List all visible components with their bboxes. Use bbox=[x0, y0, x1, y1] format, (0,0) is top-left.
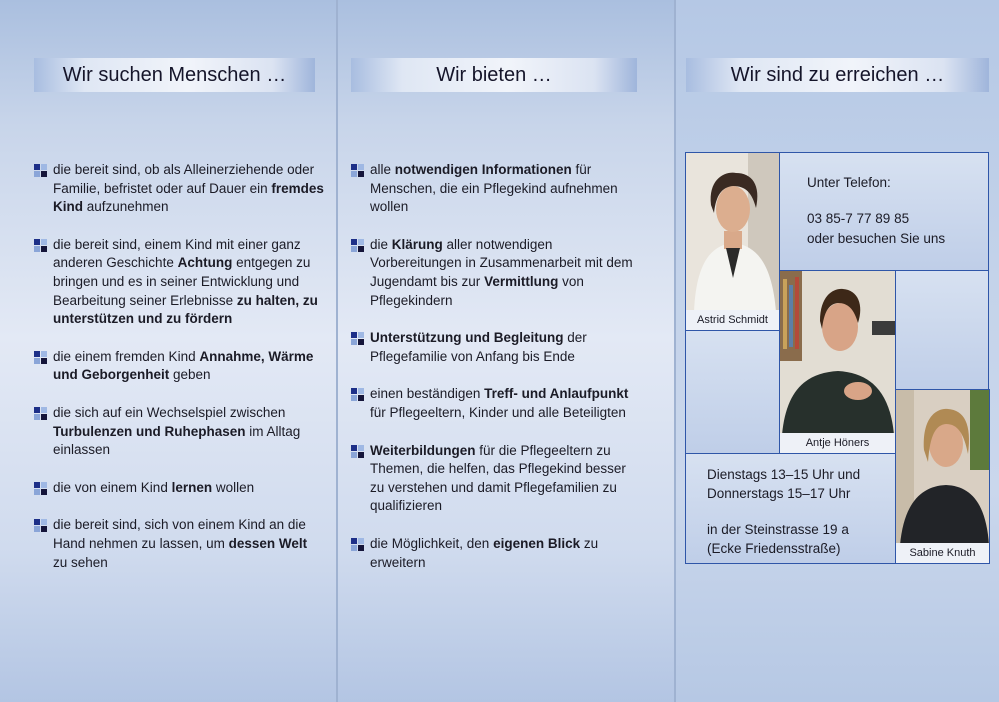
item-text: geben bbox=[169, 367, 211, 383]
item-text: alle bbox=[370, 162, 395, 177]
address-line-2: (Ecke Friedensstraße) bbox=[707, 541, 841, 556]
square-bullet-icon bbox=[34, 482, 47, 495]
list-item bbox=[34, 236, 324, 329]
list-wir-bieten bbox=[351, 161, 641, 572]
phone-number: 03 85-7 77 89 85 bbox=[807, 211, 910, 226]
square-bullet-icon bbox=[34, 164, 47, 177]
item-text: die Möglichkeit, den bbox=[370, 535, 494, 551]
square-bullet-icon bbox=[351, 332, 364, 345]
item-text: aufzunehmen bbox=[83, 199, 169, 215]
emphasis-text: Unterstützung und Begleitung bbox=[370, 330, 564, 346]
panel-kontakt bbox=[676, 0, 999, 702]
photo-astrid-schmidt bbox=[685, 152, 780, 331]
address-line-1: in der Steinstrasse 19 a bbox=[707, 522, 849, 537]
square-bullet-icon bbox=[351, 538, 364, 551]
caption-astrid: Astrid Schmidt bbox=[686, 310, 779, 330]
emphasis-text: notwendigen Informationen bbox=[394, 162, 572, 177]
emphasis-text: Weiterbildungen bbox=[370, 442, 476, 458]
list-item bbox=[351, 535, 641, 572]
list-item bbox=[351, 385, 641, 422]
item-text: von Pflegekindern bbox=[370, 273, 584, 308]
caption-antje: Antje Höners bbox=[780, 433, 895, 453]
item-text: wollen bbox=[212, 479, 255, 495]
item-text: der Pflegefamilie von Anfang bis Ende bbox=[370, 330, 587, 364]
square-bullet-icon bbox=[351, 239, 364, 252]
item-text: für Pflegeeltern, Kinder und alle Beteiligten bbox=[370, 404, 626, 420]
square-bullet-icon bbox=[351, 388, 364, 401]
photo-antje-hoeners bbox=[779, 270, 896, 454]
emphasis-text: Klärung bbox=[391, 236, 443, 252]
item-text: die sich auf ein Wechselspiel zwischen bbox=[53, 404, 286, 420]
emphasis-text: Annahme, Wärme und Geborgenheit bbox=[53, 348, 314, 383]
hours-line-2: Donnerstags 15–17 Uhr bbox=[707, 486, 851, 501]
item-text: zu sehen bbox=[53, 554, 108, 570]
emphasis-text: Achtung bbox=[177, 255, 233, 271]
emphasis-text: eigenen Blick bbox=[493, 535, 581, 551]
phone-box bbox=[779, 152, 989, 271]
item-text: aller notwendigen Vorbereitungen in Zusammenarbeit mit dem Jugendamt bis zur bbox=[370, 236, 633, 289]
item-text: die bbox=[370, 236, 392, 252]
phone-label: Unter Telefon: bbox=[807, 175, 891, 190]
item-text: die einem fremden Kind bbox=[53, 348, 200, 364]
heading-wir-suchen: Wir suchen Menschen … bbox=[34, 58, 315, 92]
list-item bbox=[351, 236, 641, 310]
caption-sabine: Sabine Knuth bbox=[896, 543, 989, 563]
emphasis-text: Vermittlung bbox=[484, 273, 559, 289]
item-text: die bereit sind, einem Kind mit einer ganz anderen Geschichte bbox=[53, 236, 301, 271]
item-text: zu erweitern bbox=[370, 535, 599, 570]
frame-cell bbox=[685, 330, 780, 454]
list-item bbox=[351, 329, 641, 366]
list-item bbox=[351, 442, 641, 516]
emphasis-text: Treff- und Anlaufpunkt bbox=[484, 386, 629, 402]
portrait-image bbox=[686, 153, 780, 312]
list-item bbox=[34, 161, 324, 217]
portrait-image bbox=[896, 390, 990, 545]
square-bullet-icon bbox=[351, 445, 364, 458]
frame-cell bbox=[895, 270, 989, 390]
item-text: die bereit sind, sich von einem Kind an die Hand nehmen zu lassen, um bbox=[53, 517, 306, 551]
visit-text: oder besuchen Sie uns bbox=[807, 231, 946, 246]
item-text: für die Pflegeeltern zu Themen, die helfen, das Pflegekind besser zu verstehen und damit Pflegefamilien zu qualifizieren bbox=[370, 442, 626, 514]
hours-box bbox=[685, 453, 898, 564]
heading-wir-bieten: Wir bieten … bbox=[351, 58, 637, 92]
panel-wir-suchen bbox=[0, 0, 336, 702]
emphasis-text: fremdes Kind bbox=[53, 180, 324, 215]
list-item bbox=[34, 479, 324, 498]
square-bullet-icon bbox=[351, 164, 364, 177]
square-bullet-icon bbox=[34, 239, 47, 252]
portrait-image bbox=[780, 271, 896, 435]
list-item bbox=[34, 516, 324, 572]
emphasis-text: dessen Welt bbox=[228, 535, 308, 551]
emphasis-text: lernen bbox=[171, 479, 213, 495]
emphasis-text: zu halten, zu unterstützen und zu fördern bbox=[53, 292, 318, 327]
list-item bbox=[34, 348, 324, 385]
hours-line-1: Dienstags 13–15 Uhr und bbox=[707, 467, 861, 482]
panel-wir-bieten bbox=[338, 0, 674, 702]
item-text: entgegen zu bringen und es in seiner Entwicklung und Bearbeitung seiner Erlebnisse bbox=[53, 255, 311, 308]
item-text: die von einem Kind bbox=[53, 479, 172, 495]
item-text: die bereit sind, ob als Alleinerziehende oder Familie, befristet oder auf Dauer ein bbox=[53, 162, 315, 196]
heading-kontakt: Wir sind zu erreichen … bbox=[686, 58, 989, 92]
square-bullet-icon bbox=[34, 407, 47, 420]
item-text: einen beständigen bbox=[370, 386, 485, 402]
photo-sabine-knuth bbox=[895, 389, 990, 564]
item-text: im Alltag einlassen bbox=[53, 423, 301, 458]
emphasis-text: Turbulenzen und Ruhephasen bbox=[53, 423, 246, 439]
list-wir-suchen bbox=[34, 161, 324, 572]
square-bullet-icon bbox=[34, 519, 47, 532]
list-item bbox=[351, 161, 641, 217]
list-item bbox=[34, 404, 324, 460]
item-text: für Menschen, die ein Pflegekind aufnehmen wollen bbox=[370, 162, 618, 215]
square-bullet-icon bbox=[34, 351, 47, 364]
